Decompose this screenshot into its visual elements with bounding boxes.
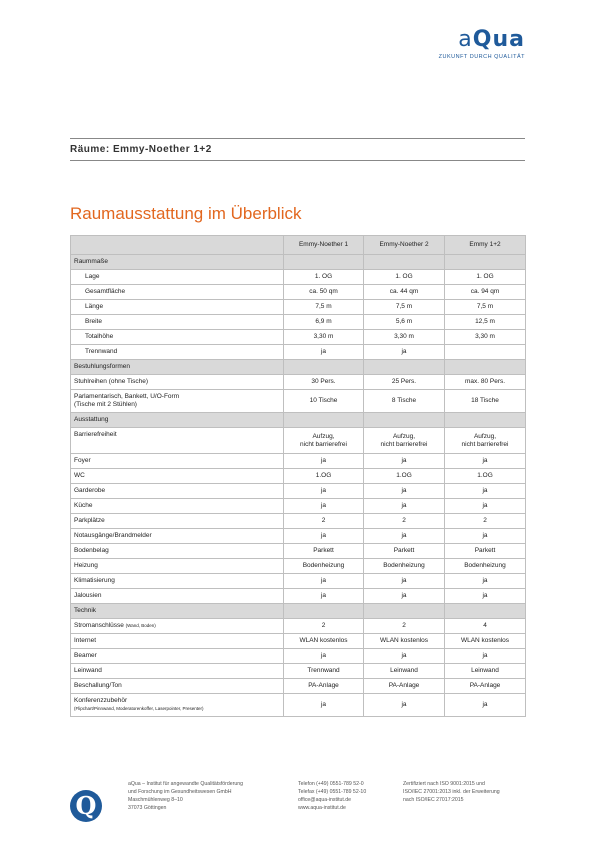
cell: 3,30 m — [364, 330, 445, 345]
table-row — [71, 428, 526, 454]
cell-line: Aufzug, — [392, 432, 416, 440]
table-row — [71, 454, 526, 469]
cell: ca. 94 qm — [445, 285, 526, 300]
cell: 2 — [364, 619, 445, 634]
cell — [445, 345, 526, 360]
cell: 7,5 m — [445, 300, 526, 315]
cell: 2 — [284, 514, 364, 529]
cell: 2 — [284, 619, 364, 634]
cell: ja — [445, 574, 526, 589]
cell-line: nicht barrierefrei — [380, 440, 428, 448]
row-label-note: (Wand, Boden) — [125, 623, 156, 628]
table-row — [71, 285, 526, 300]
cell: ja — [364, 574, 445, 589]
column-header: Emmy 1+2 — [445, 236, 526, 255]
cell: 3,30 m — [284, 330, 364, 345]
cell: ja — [364, 694, 445, 717]
table-row — [71, 574, 526, 589]
cell: Bodenheizung — [364, 559, 445, 574]
cell — [445, 428, 526, 454]
cell: ja — [284, 484, 364, 499]
cell: 3,30 m — [445, 330, 526, 345]
row-label: Bodenbelag — [71, 544, 284, 559]
row-label — [71, 694, 284, 717]
cell: 7,5 m — [284, 300, 364, 315]
cell: ja — [445, 649, 526, 664]
cell: ja — [364, 345, 445, 360]
footer-line: und Forschung im Gesundheitswesen GmbH — [128, 789, 232, 795]
table-row — [71, 300, 526, 315]
row-label: Internet — [71, 634, 284, 649]
cell: ja — [364, 484, 445, 499]
cell: ja — [284, 499, 364, 514]
page-title: Raumausstattung im Überblick — [70, 204, 302, 223]
cell: 4 — [445, 619, 526, 634]
footer-contact — [298, 780, 366, 812]
logo-letters-qua: Qua — [472, 27, 525, 52]
table-row — [71, 345, 526, 360]
table-row — [71, 330, 526, 345]
row-label: Leinwand — [71, 664, 284, 679]
cell-line: Aufzug, — [473, 432, 497, 440]
section-row — [71, 413, 526, 428]
row-label — [71, 619, 284, 634]
cell: PA-Anlage — [445, 679, 526, 694]
row-label-text: Stromanschlüsse — [74, 622, 124, 629]
footer-address — [128, 780, 243, 812]
cell: ja — [445, 694, 526, 717]
row-label: Lage — [71, 270, 284, 285]
table-row — [71, 679, 526, 694]
cell: ja — [284, 454, 364, 469]
table-row — [71, 514, 526, 529]
cell: Parkett — [284, 544, 364, 559]
section-label: Bestuhlungsformen — [71, 360, 284, 375]
section-row — [71, 604, 526, 619]
footer-line: nach ISO/IEC 27017:2015 — [403, 797, 464, 803]
cell: 25 Pers. — [364, 375, 445, 390]
cell: ca. 50 qm — [284, 285, 364, 300]
row-label: Parkplätze — [71, 514, 284, 529]
row-label: Trennwand — [71, 345, 284, 360]
footer-line: Maschmühlenweg 8–10 — [128, 797, 183, 803]
title-divider — [70, 160, 525, 161]
row-label: WC — [71, 469, 284, 484]
cell: ja — [364, 499, 445, 514]
section-row — [71, 360, 526, 375]
table-row — [71, 649, 526, 664]
cell-line: Aufzug, — [312, 432, 335, 440]
row-label: Beschallung/Ton — [71, 679, 284, 694]
cell: Leinwand — [445, 664, 526, 679]
cell: ja — [284, 649, 364, 664]
cell: ja — [445, 499, 526, 514]
cell: Parkett — [364, 544, 445, 559]
row-label: Küche — [71, 499, 284, 514]
cell: ja — [364, 589, 445, 604]
footer-line: 37073 Göttingen — [128, 805, 167, 811]
footer-line: Telefax (+49) 0551-789 52-10 — [298, 789, 367, 795]
cell: PA-Anlage — [364, 679, 445, 694]
cell: Trennwand — [284, 664, 364, 679]
section-label: Technik — [71, 604, 284, 619]
cell — [364, 428, 445, 454]
row-label — [71, 390, 284, 413]
table-row — [71, 390, 526, 413]
cell: ca. 44 qm — [364, 285, 445, 300]
cell: ja — [364, 529, 445, 544]
cell: ja — [364, 649, 445, 664]
row-label: Totalhöhe — [71, 330, 284, 345]
cell: ja — [284, 589, 364, 604]
table-row — [71, 634, 526, 649]
table-row — [71, 469, 526, 484]
cell: 1. OG — [284, 270, 364, 285]
table-row — [71, 559, 526, 574]
column-header: Emmy-Noether 2 — [364, 236, 445, 255]
row-label: Länge — [71, 300, 284, 315]
cell: ja — [445, 589, 526, 604]
cell: ja — [284, 574, 364, 589]
cell: 12,5 m — [445, 315, 526, 330]
table-row — [71, 589, 526, 604]
cell: 2 — [364, 514, 445, 529]
equipment-table — [70, 235, 526, 717]
cell: ja — [364, 454, 445, 469]
logo-letter-a: a — [458, 27, 473, 52]
row-label-text: Konferenzzubehör — [74, 697, 128, 704]
cell: 6,9 m — [284, 315, 364, 330]
table-header-row — [71, 236, 526, 255]
row-label: Foyer — [71, 454, 284, 469]
header-blank — [71, 236, 284, 255]
footer-line: aQua – Institut für angewandte Qualitätsförderung — [128, 781, 244, 787]
row-label: Klimatisierung — [71, 574, 284, 589]
footer-line: ISO/IEC 27001:2013 inkl. der Erweiterung — [403, 789, 500, 795]
footer-certification — [403, 780, 500, 804]
cell: 1. OG — [445, 270, 526, 285]
room-title: Räume: Emmy-Noether 1+2 — [70, 144, 212, 155]
cell: ja — [445, 484, 526, 499]
aqua-q-logo-icon: Q — [70, 790, 102, 822]
table-row — [71, 499, 526, 514]
table-row — [71, 529, 526, 544]
footer-email[interactable]: office@aqua-institut.de — [298, 797, 352, 803]
row-label: Heizung — [71, 559, 284, 574]
table-row — [71, 694, 526, 717]
row-label: Gesamtfläche — [71, 285, 284, 300]
cell: 1. OG — [364, 270, 445, 285]
cell: 18 Tische — [445, 390, 526, 413]
row-label: Barrierefreiheit — [71, 428, 284, 454]
cell: ja — [445, 529, 526, 544]
cell: 8 Tische — [364, 390, 445, 413]
section-label: Ausstattung — [71, 413, 284, 428]
row-label: Notausgänge/Brandmelder — [71, 529, 284, 544]
cell — [284, 428, 364, 454]
cell: Parkett — [445, 544, 526, 559]
cell: 10 Tische — [284, 390, 364, 413]
cell: max. 80 Pers. — [445, 375, 526, 390]
cell: PA-Anlage — [284, 679, 364, 694]
row-label: Stuhlreihen (ohne Tische) — [71, 375, 284, 390]
row-label-line: Parlamentarisch, Bankett, U/O-Form — [74, 393, 180, 400]
cell: 30 Pers. — [284, 375, 364, 390]
row-label-line: (Tische mit 2 Stühlen) — [74, 401, 137, 408]
table-row — [71, 619, 526, 634]
cell: Bodenheizung — [445, 559, 526, 574]
cell: WLAN kostenlos — [284, 634, 364, 649]
table-row — [71, 270, 526, 285]
cell: 1.OG — [284, 469, 364, 484]
cell: ja — [445, 454, 526, 469]
row-label: Garderobe — [71, 484, 284, 499]
section-label: Raummaße — [71, 255, 284, 270]
cell-line: nicht barrierefrei — [300, 440, 347, 448]
table-row — [71, 664, 526, 679]
cell: 7,5 m — [364, 300, 445, 315]
row-label-note: (Flipchart/Pinnwand, Moderatorenkoffer, Laserpointer, Presenter) — [74, 706, 204, 711]
footer-line: Zertifiziert nach ISO 9001:2015 und — [403, 781, 485, 787]
table-row — [71, 484, 526, 499]
row-label: Beamer — [71, 649, 284, 664]
aqua-logo — [439, 28, 525, 60]
section-row — [71, 255, 526, 270]
cell: 1.OG — [445, 469, 526, 484]
cell: ja — [284, 345, 364, 360]
cell: 5,6 m — [364, 315, 445, 330]
header-divider — [70, 138, 525, 139]
footer-website[interactable]: www.aqua-institut.de — [298, 805, 346, 811]
cell-line: nicht barrierefrei — [461, 440, 509, 448]
table-row — [71, 544, 526, 559]
cell: 2 — [445, 514, 526, 529]
footer-line: Telefon (+49) 0551-789 52-0 — [298, 781, 364, 787]
row-label: Jalousien — [71, 589, 284, 604]
table-row — [71, 315, 526, 330]
logo-tagline: ZUKUNFT DURCH QUALITÄT — [438, 54, 525, 60]
cell: ja — [284, 694, 364, 717]
table-row — [71, 375, 526, 390]
column-header: Emmy-Noether 1 — [284, 236, 364, 255]
cell: WLAN kostenlos — [364, 634, 445, 649]
row-label: Breite — [71, 315, 284, 330]
cell: Leinwand — [364, 664, 445, 679]
cell: Bodenheizung — [284, 559, 364, 574]
cell: WLAN kostenlos — [445, 634, 526, 649]
cell: 1.OG — [364, 469, 445, 484]
cell: ja — [284, 529, 364, 544]
